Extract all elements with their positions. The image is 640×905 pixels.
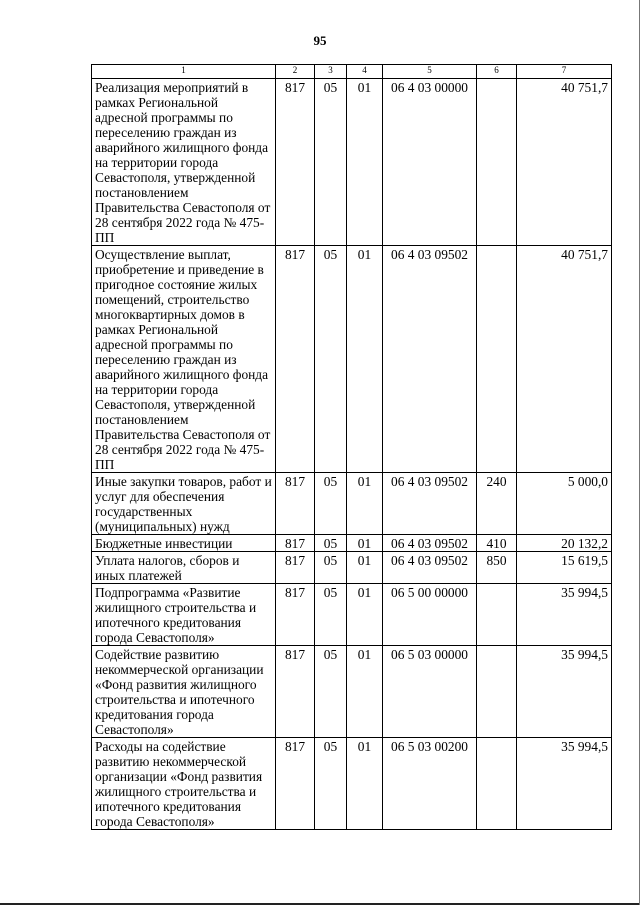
section-cell: 05 [315,738,347,830]
row-name-cell: Реализация мероприятий в рамках Региональной адресной программы по переселению граждан из аварийного жилищного фонда на территории города Севастополя, утвержденной постановлением Правительства Севастополя от 28 сентября 2022 года № 475-ПП [92,79,276,246]
table-row [92,79,612,246]
target-article-cell: 06 4 03 00000 [383,79,477,246]
amount-cell: 35 994,5 [517,646,612,738]
header-row [92,65,612,79]
expense-type-cell [477,79,517,246]
target-article-cell: 06 5 03 00000 [383,646,477,738]
budget-table [91,64,612,830]
expense-type-cell: 240 [477,473,517,535]
column-header: 4 [347,65,383,79]
section-cell: 05 [315,473,347,535]
page-number: 95 [313,33,327,48]
target-article-cell: 06 4 03 09502 [383,552,477,584]
section-cell: 05 [315,79,347,246]
column-header: 5 [383,65,477,79]
grbs-cell: 817 [276,584,315,646]
table-row [92,738,612,830]
row-name-cell: Расходы на содействие развитию некоммерческой организации «Фонд развития жилищного строительства и ипотечного кредитования города Севастополя» [92,738,276,830]
table-row [92,246,612,473]
amount-cell: 40 751,7 [517,79,612,246]
section-cell: 05 [315,552,347,584]
subsection-cell: 01 [347,552,383,584]
amount-cell: 5 000,0 [517,473,612,535]
subsection-cell: 01 [347,79,383,246]
grbs-cell: 817 [276,738,315,830]
subsection-cell: 01 [347,646,383,738]
target-article-cell: 06 4 03 09502 [383,473,477,535]
grbs-cell: 817 [276,646,315,738]
amount-cell: 20 132,2 [517,535,612,552]
column-header: 2 [276,65,315,79]
column-header: 7 [517,65,612,79]
expense-type-cell: 850 [477,552,517,584]
column-header: 6 [477,65,517,79]
row-name-cell: Иные закупки товаров, работ и услуг для обеспечения государственных (муниципальных) нужд [92,473,276,535]
amount-cell: 35 994,5 [517,584,612,646]
section-cell: 05 [315,535,347,552]
section-cell: 05 [315,246,347,473]
table-row [92,535,612,552]
section-cell: 05 [315,584,347,646]
subsection-cell: 01 [347,246,383,473]
section-cell: 05 [315,646,347,738]
subsection-cell: 01 [347,584,383,646]
target-article-cell: 06 4 03 09502 [383,535,477,552]
row-name-cell: Содействие развитию некоммерческой организации «Фонд развития жилищного строительства и ипотечного кредитования города Севастополя» [92,646,276,738]
row-name-cell: Осуществление выплат, приобретение и приведение в пригодное состояние жилых помещений, строительство многоквартирных домов в рамках Региональной адресной программы по переселению граждан из аварийного жилищного фонда на территории города Севастополя, утвержденной постановлением Правительства Севастополя от 28 сентября 2022 года № 475-ПП [92,246,276,473]
row-name-cell: Уплата налогов, сборов и иных платежей [92,552,276,584]
grbs-cell: 817 [276,79,315,246]
table-row [92,584,612,646]
row-name-cell: Бюджетные инвестиции [92,535,276,552]
table-row [92,473,612,535]
subsection-cell: 01 [347,535,383,552]
grbs-cell: 817 [276,535,315,552]
column-header: 1 [92,65,276,79]
grbs-cell: 817 [276,473,315,535]
expense-type-cell [477,584,517,646]
grbs-cell: 817 [276,552,315,584]
amount-cell: 40 751,7 [517,246,612,473]
subsection-cell: 01 [347,738,383,830]
target-article-cell: 06 4 03 09502 [383,246,477,473]
target-article-cell: 06 5 03 00200 [383,738,477,830]
target-article-cell: 06 5 00 00000 [383,584,477,646]
amount-cell: 15 619,5 [517,552,612,584]
column-header: 3 [315,65,347,79]
table-row [92,646,612,738]
amount-cell: 35 994,5 [517,738,612,830]
subsection-cell: 01 [347,473,383,535]
grbs-cell: 817 [276,246,315,473]
expense-type-cell [477,646,517,738]
expense-type-cell [477,738,517,830]
table-row [92,552,612,584]
row-name-cell: Подпрограмма «Развитие жилищного строительства и ипотечного кредитования города Севастополя» [92,584,276,646]
expense-type-cell [477,246,517,473]
expense-type-cell: 410 [477,535,517,552]
